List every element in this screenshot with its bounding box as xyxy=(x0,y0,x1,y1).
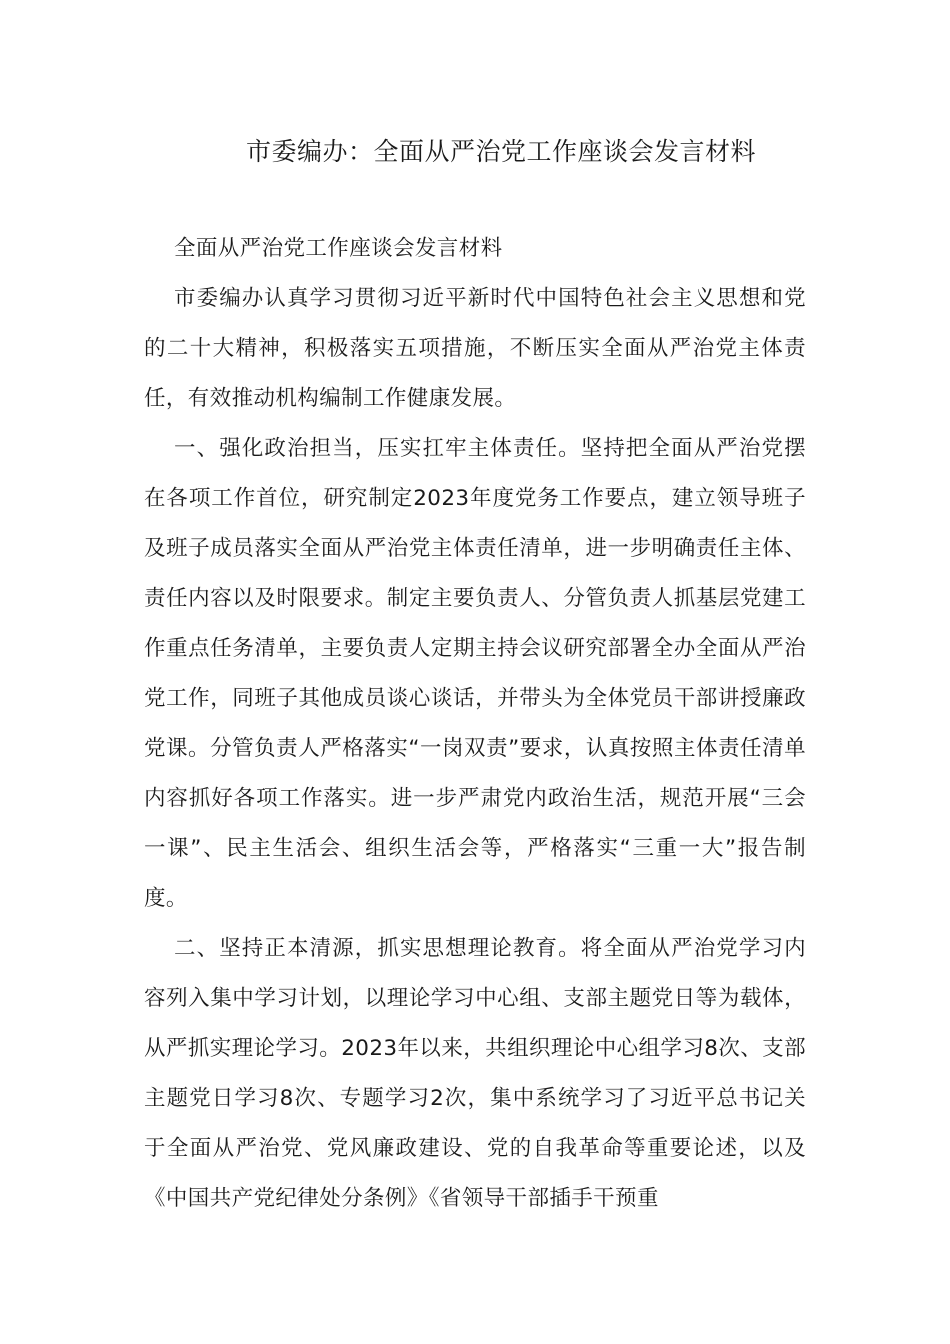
paragraph-intro: 市委编办认真学习贯彻习近平新时代中国特色社会主义思想和党的二十大精神，积极落实五项措施，不断压实全面从严治党主体责任，有效推动机构编制工作健康发展。 xyxy=(144,286,806,411)
paragraph-section-1: 一、强化政治担当，压实扛牢主体责任。坚持把全面从严治党摆在各项工作首位，研究制定2023年度党务工作要点，建立领导班子及班子成员落实全面从严治党主体责任清单，进一步明确责任主体、责任内容以及时限要求。制定主要负责人、分管负责人抓基层党建工作重点任务清单，主要负责人定期主持会议研究部署全办全面从严治党工作，同班子其他成员谈心谈话，并带头为全体党员干部讲授廉政党课。分管负责人严格落实“一岗双责”要求，认真按照主体责任清单内容抓好各项工作落实。进一步严肃党内政治生活，规范开展“三会一课”、民主生活会、组织生活会等，严格落实“三重一大”报告制度。 xyxy=(144,436,806,911)
document-title: 市委编办：全面从严治党工作座谈会发言材料 xyxy=(245,137,756,166)
paragraph-subtitle: 全面从严治党工作座谈会发言材料 xyxy=(174,236,503,261)
document-body xyxy=(144,224,806,1224)
paragraph-section-2: 二、坚持正本清源，抓实思想理论教育。将全面从严治党学习内容列入集中学习计划，以理论学习中心组、支部主题党日等为载体，从严抓实理论学习。2023年以来，共组织理论中心组学习8次、支部主题党日学习8次、专题学习2次，集中系统学习了习近平总书记关于全面从严治党、党风廉政建设、党的自我革命等重要论述，以及《中国共产党纪律处分条例》《省领导干部插手干预重 xyxy=(144,936,806,1211)
